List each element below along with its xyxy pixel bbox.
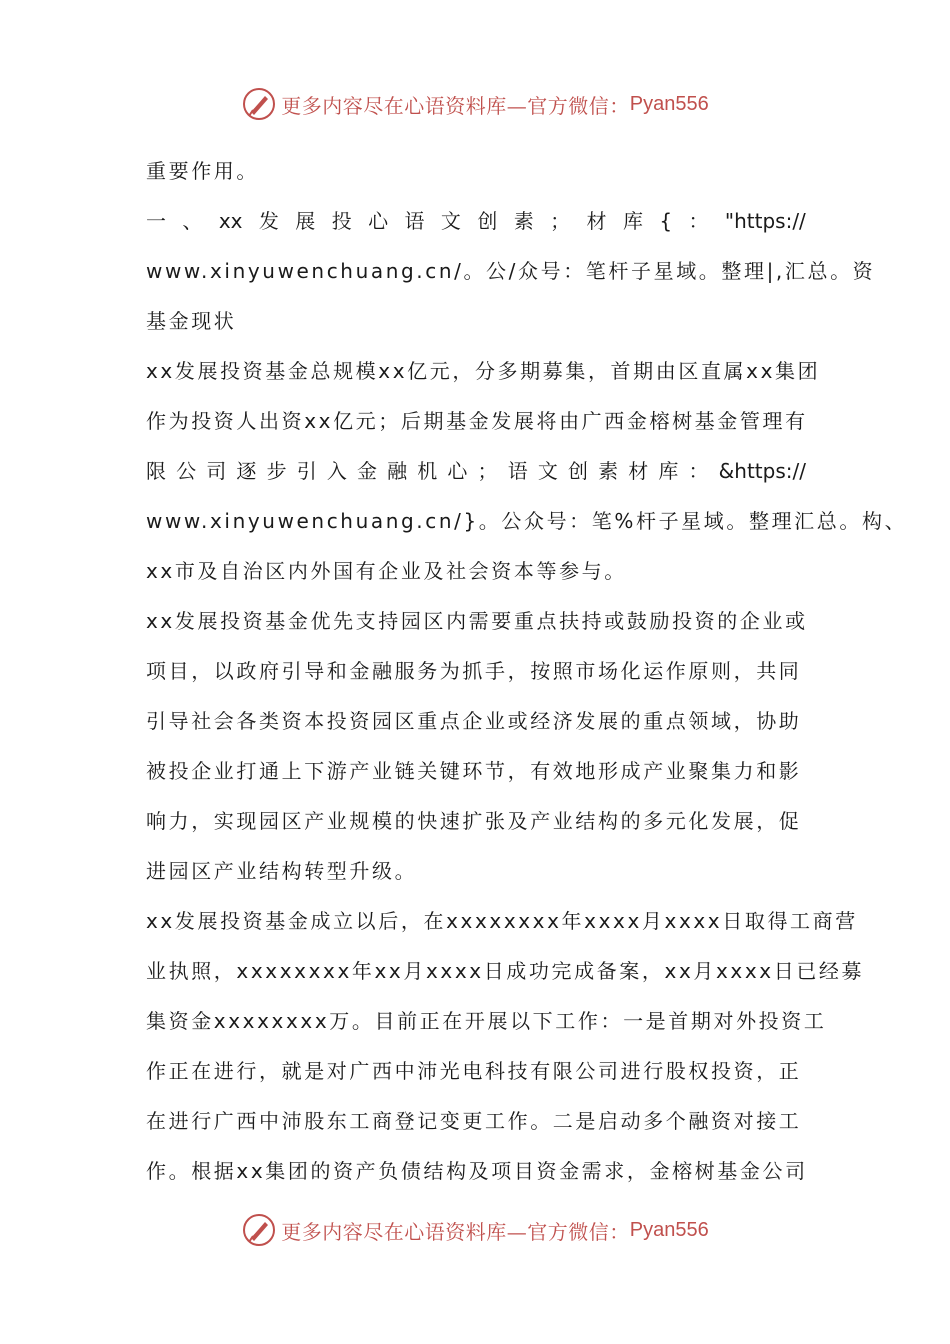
justified-token: xx [218, 209, 243, 233]
text-line: 业执照，xxxxxxxx年xx月xxxx日成功完成备案，xx月xxxx日已经募 [146, 959, 865, 983]
text-line: xx市及自治区内外国有企业及社会资本等参与。 [146, 559, 627, 583]
justified-token: ； [477, 459, 498, 483]
justified-token: 投 [331, 209, 352, 233]
text-line: 作为投资人出资xx亿元；后期基金发展将由广西金榕树基金管理有 [146, 409, 808, 433]
justified-token: 步 [266, 459, 287, 483]
text-line: 集资金xxxxxxxx万。目前正在开展以下工作：一是首期对外投资工 [146, 1009, 827, 1033]
justified-token: { [659, 209, 673, 233]
banner-text: 更多内容尽在心语资料库—官方微信： [281, 1219, 630, 1244]
justified-token: 文 [440, 209, 461, 233]
text-line: www.xinyuwenchuang.cn/}。公众号：笔%杆子星域。整理汇总。构、 [146, 509, 908, 533]
text-line: 引导社会各类资本投资园区重点企业或经济发展的重点领域，协助 [146, 709, 802, 733]
justified-token: &https:// [718, 459, 806, 483]
justified-line-2 [146, 446, 806, 496]
justified-token: "https:// [724, 209, 806, 233]
justified-token: 语 [507, 459, 528, 483]
justified-token: 文 [537, 459, 558, 483]
justified-token: 逐 [236, 459, 257, 483]
justified-token: 心 [368, 209, 389, 233]
text-line: www.xinyuwenchuang.cn/。公/众号：笔杆子星域。整理|,汇总。资 [146, 259, 876, 283]
pen-nib-logo-icon [241, 1212, 277, 1248]
justified-token: 心 [447, 459, 468, 483]
justified-token: 机 [417, 459, 438, 483]
justified-token: 素 [513, 209, 534, 233]
text-line: xx发展投资基金成立以后，在xxxxxxxx年xxxx月xxxx日取得工商营 [146, 909, 858, 933]
justified-line-1 [146, 196, 806, 246]
header-banner [0, 84, 950, 124]
pen-nib-logo-icon [241, 86, 277, 122]
justified-token: 引 [296, 459, 317, 483]
justified-token: 公 [176, 459, 197, 483]
justified-token: 库 [658, 459, 679, 483]
text-line: 作正在进行，就是对广西中沛光电科技有限公司进行股权投资，正 [146, 1059, 802, 1083]
justified-token: 语 [404, 209, 425, 233]
banner-contact: Pyan556 [629, 1218, 709, 1241]
justified-token: 发 [258, 209, 279, 233]
banner-contact: Pyan556 [629, 92, 709, 115]
text-line: 被投企业打通上下游产业链关键环节，有效地形成产业聚集力和影 [146, 759, 802, 783]
justified-token: 司 [206, 459, 227, 483]
justified-token: 材 [586, 209, 607, 233]
text-line: 项目，以政府引导和金融服务为抓手，按照市场化运作原则，共同 [146, 659, 802, 683]
text-line: 基金现状 [146, 309, 237, 333]
justified-token: ； [550, 209, 571, 233]
justified-token: 一 [146, 209, 166, 233]
text-line: 在进行广西中沛股东工商登记变更工作。二是启动多个融资对接工 [146, 1109, 802, 1133]
justified-token: 库 [622, 209, 643, 233]
text-line: 进园区产业结构转型升级。 [146, 859, 418, 883]
justified-token: 限 [146, 459, 166, 483]
justified-token: 融 [387, 459, 408, 483]
banner-text: 更多内容尽在心语资料库—官方微信： [281, 93, 630, 118]
justified-token: 材 [628, 459, 649, 483]
justified-token: ： [688, 209, 709, 233]
justified-token: ： [688, 459, 709, 483]
justified-token: 创 [477, 209, 498, 233]
justified-token: 展 [295, 209, 316, 233]
justified-token: 创 [567, 459, 588, 483]
text-line: 作。根据xx集团的资产负债结构及项目资金需求，金榕树基金公司 [146, 1159, 808, 1183]
justified-token: 入 [326, 459, 347, 483]
text-line: xx发展投资基金优先支持园区内需要重点扶持或鼓励投资的企业或 [146, 609, 808, 633]
justified-token: 素 [598, 459, 619, 483]
text-line: 重要作用。 [146, 159, 259, 183]
justified-token: 、 [182, 209, 203, 233]
footer-banner [0, 1210, 950, 1250]
justified-token: 金 [356, 459, 377, 483]
text-line: 响力，实现园区产业规模的快速扩张及产业结构的多元化发展，促 [146, 809, 802, 833]
document-body [146, 146, 908, 1196]
text-line: xx发展投资基金总规模xx亿元，分多期募集，首期由区直属xx集团 [146, 359, 821, 383]
